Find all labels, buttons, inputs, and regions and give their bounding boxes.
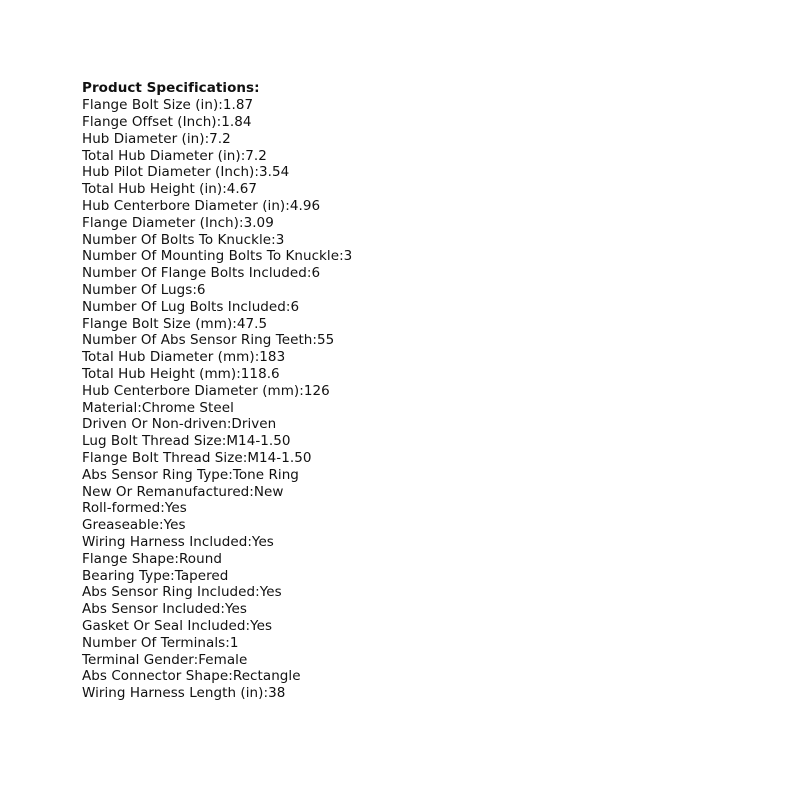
specification-row: New Or Remanufactured:New: [82, 483, 284, 500]
specification-row: Total Hub Height (in):4.67: [82, 181, 258, 198]
specification-row: Greaseable:Yes: [82, 517, 186, 534]
specification-row: Wiring Harness Length (in):38: [82, 685, 286, 702]
product-specifications-sheet: [82, 80, 742, 702]
specification-row: Hub Diameter (in):7.2: [82, 130, 231, 147]
specification-row: Driven Or Non-driven:Driven: [82, 416, 277, 433]
specification-row: Hub Centerbore Diameter (in):4.96: [82, 198, 321, 215]
specification-row: Bearing Type:Tapered: [82, 567, 229, 584]
specification-row: Flange Offset (Inch):1.84: [82, 114, 252, 131]
specification-row: Total Hub Diameter (mm):183: [82, 349, 286, 366]
specification-row: Flange Shape:Round: [82, 550, 222, 567]
specification-row: Abs Sensor Ring Type:Tone Ring: [82, 466, 299, 483]
page-title: Product Specifications:: [82, 80, 260, 96]
specification-row: Material:Chrome Steel: [82, 399, 234, 416]
specification-row: Flange Bolt Size (mm):47.5: [82, 315, 268, 332]
specification-row: Total Hub Diameter (in):7.2: [82, 147, 267, 164]
specification-row: Hub Pilot Diameter (Inch):3.54: [82, 164, 290, 181]
specification-row: Number Of Mounting Bolts To Knuckle:3: [82, 248, 353, 265]
specification-row: Flange Bolt Thread Size:M14-1.50: [82, 450, 312, 467]
specification-row: Number Of Lugs:6: [82, 282, 206, 299]
specification-row: Roll-formed:Yes: [82, 500, 187, 517]
specification-row: Hub Centerbore Diameter (mm):126: [82, 382, 330, 399]
specification-row: Abs Connector Shape:Rectangle: [82, 668, 301, 685]
specification-row: Total Hub Height (mm):118.6: [82, 366, 280, 383]
specification-row: Number Of Lug Bolts Included:6: [82, 298, 300, 315]
specification-row: Number Of Bolts To Knuckle:3: [82, 231, 285, 248]
specification-row: Terminal Gender:Female: [82, 651, 248, 668]
specification-row: Number Of Terminals:1: [82, 634, 239, 651]
specification-row: Flange Diameter (Inch):3.09: [82, 214, 274, 231]
specification-row: Number Of Flange Bolts Included:6: [82, 265, 321, 282]
specification-list: [82, 97, 742, 702]
specification-row: Wiring Harness Included:Yes: [82, 534, 274, 551]
specification-row: Lug Bolt Thread Size:M14-1.50: [82, 433, 291, 450]
specification-row: Abs Sensor Included:Yes: [82, 601, 247, 618]
specification-row: Flange Bolt Size (in):1.87: [82, 97, 254, 114]
specification-row: Number Of Abs Sensor Ring Teeth:55: [82, 332, 335, 349]
specification-row: Gasket Or Seal Included:Yes: [82, 618, 273, 634]
specification-row: Abs Sensor Ring Included:Yes: [82, 584, 282, 601]
